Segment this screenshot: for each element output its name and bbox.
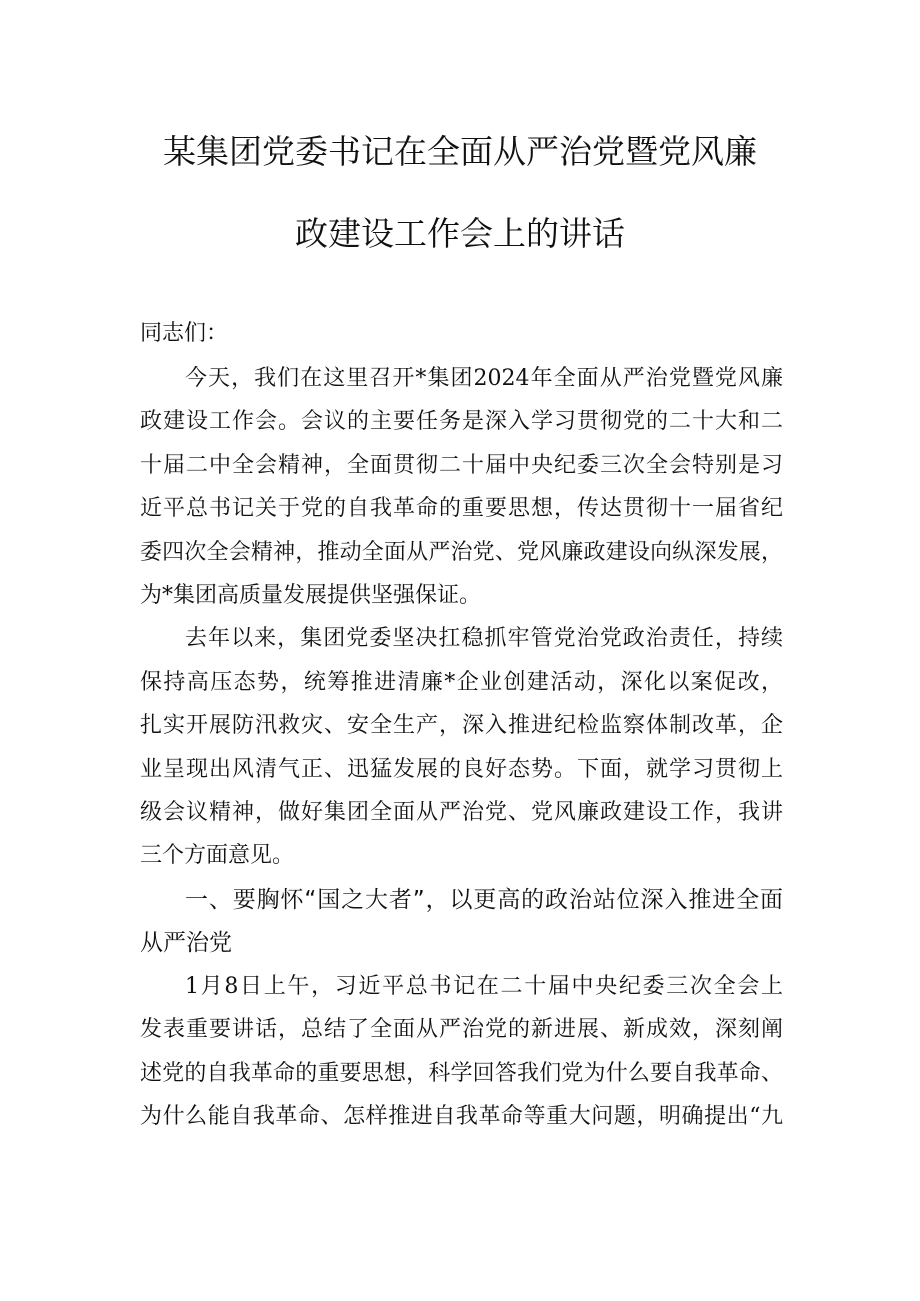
paragraph-1-line: 委四次全会精神，推动全面从严治党、党风廉政建设向纵深发展， bbox=[140, 540, 783, 565]
paragraph-3-line: 述党的自我革命的重要思想，科学回答我们党为什么要自我革命、 bbox=[140, 1061, 783, 1086]
paragraph-2-line: 业呈现出风清气正、迅猛发展的良好态势。下面，就学习贯彻上 bbox=[140, 757, 783, 782]
document-title-line-2: 政建设工作会上的讲话 bbox=[295, 214, 625, 253]
paragraph-1-line: 今天，我们在这里召开*集团2024年全面从严治党暨党风廉 bbox=[185, 366, 783, 391]
paragraph-1-line: 近平总书记关于党的自我革命的重要思想，传达贯彻十一届省纪 bbox=[140, 496, 783, 521]
paragraph-2-line: 级会议精神，做好集团全面从严治党、党风廉政建设工作，我讲 bbox=[140, 800, 783, 825]
paragraph-1-line: 政建设工作会。会议的主要任务是深入学习贯彻党的二十大和二 bbox=[140, 409, 783, 434]
paragraph-2-line: 扎实开展防汛救灾、安全生产，深入推进纪检监察体制改革，企 bbox=[140, 713, 783, 738]
paragraph-2-line: 保持高压态势，统筹推进清廉*企业创建活动，深化以案促改， bbox=[140, 670, 783, 695]
paragraph-3-line: 为什么能自我革命、怎样推进自我革命等重大问题，明确提出“九 bbox=[140, 1104, 783, 1129]
paragraph-3-line: 1月8日上午，习近平总书记在二十届中央纪委三次全会上 bbox=[185, 974, 783, 999]
paragraph-2-line: 去年以来，集团党委坚决扛稳抓牢管党治党政治责任，持续 bbox=[185, 626, 783, 651]
salutation: 同志们： bbox=[140, 321, 229, 346]
paragraph-2-line: 三个方面意见。 bbox=[140, 843, 295, 868]
section-heading-line: 一、要胸怀“国之大者”，以更高的政治站位深入推进全面 bbox=[185, 887, 783, 913]
paragraph-1-line: 十届二中全会精神，全面贯彻二十届中央纪委三次全会特别是习 bbox=[140, 453, 783, 478]
section-heading-line: 从严治党 bbox=[140, 930, 232, 956]
paragraph-3-line: 发表重要讲话，总结了全面从严治党的新进展、新成效，深刻阐 bbox=[140, 1017, 783, 1042]
document-title-line-1: 某集团党委书记在全面从严治党暨党风廉 bbox=[163, 132, 757, 171]
paragraph-1-line: 为*集团高质量发展提供坚强保证。 bbox=[140, 583, 482, 608]
